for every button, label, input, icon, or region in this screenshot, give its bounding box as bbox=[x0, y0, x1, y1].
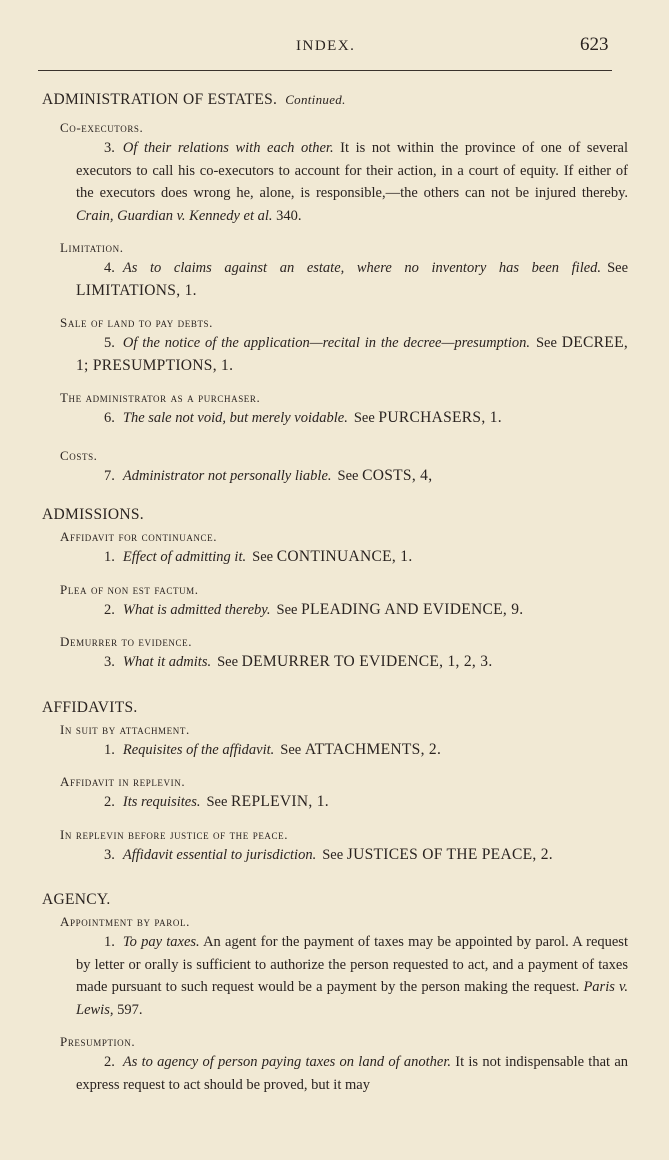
heading-agency: AGENCY. bbox=[42, 891, 111, 908]
entry-replevin: 2. Its requisites. See REPLEVIN, 1. bbox=[104, 793, 329, 810]
sub-sale-of-land: Sale of land to pay debts. bbox=[60, 315, 214, 330]
sub-presumption: Presumption. bbox=[60, 1034, 136, 1049]
heading-administration: ADMINISTRATION OF ESTATES. Continued. bbox=[42, 91, 346, 108]
entry-limitation: 4. As to claims against an estate, where no inventory has been filed. See LIMITATIONS, 1. bbox=[76, 260, 628, 299]
continued-label: Continued. bbox=[285, 92, 346, 107]
entry-purchaser: 6. The sale not void, but merely voidable. See PURCHASERS, 1. bbox=[104, 409, 502, 426]
entry-affidavit-continuance: 1. Effect of admitting it. See CONTINUANCE, 1. bbox=[104, 548, 413, 565]
running-head bbox=[0, 34, 669, 58]
entry-demurrer: 3. What it admits. See DEMURRER TO EVIDENCE, 1, 2, 3. bbox=[104, 653, 493, 670]
entry-presumption: 2. As to agency of person paying taxes on land of another. It is not indispensable that an express request to act should be proved, but it may bbox=[76, 1054, 628, 1093]
running-title: INDEX. bbox=[296, 38, 356, 54]
page-number: 623 bbox=[580, 34, 609, 55]
sub-costs: Costs. bbox=[60, 447, 98, 463]
sub-replevin: Affidavit in replevin. bbox=[60, 774, 186, 789]
sub-affidavit-continuance: Affidavit for continuance. bbox=[60, 529, 218, 544]
sub-co-executors: Co-executors. bbox=[60, 120, 144, 135]
sub-demurrer: Demurrer to evidence. bbox=[60, 634, 193, 649]
entry-plea: 2. What is admitted thereby. See PLEADING AND EVIDENCE, 9. bbox=[104, 600, 524, 618]
entry-co-executors: 3. Of their relations with each other. It is not within the province of one of several executors to call his co-executors to account for their action, in a court of equity. If either of the executors does wrong he, alone, is responsible,—the others can not be injured thereby. Crain, Guardian v. Kennedy et al. 340. bbox=[76, 140, 628, 224]
sub-limitation: Limitation. bbox=[60, 240, 124, 255]
index-content bbox=[42, 88, 628, 1096]
sub-plea: Plea of non est factum. bbox=[60, 581, 199, 597]
entry-parol: 1. To pay taxes. An agent for the payment of taxes may be appointed by parol. A request by letter or orally is sufficient to authorize the person requested to act, and a payment of taxes made pursuant to such request would be a payment by the person making the request. Paris v. Lewis, 597. bbox=[76, 934, 629, 1018]
entry-sale-of-land: 5. Of the notice of the application—recital in the decree—presumption. See DECREE, 1; PRESUMPTIONS, 1. bbox=[76, 334, 629, 374]
sub-attachment: In suit by attachment. bbox=[60, 721, 190, 737]
sub-parol: Appointment by parol. bbox=[60, 914, 190, 929]
header-rule bbox=[38, 70, 612, 71]
entry-justice: 3. Affidavit essential to jurisdiction. See JUSTICES OF THE PEACE, 2. bbox=[104, 845, 553, 863]
heading-admissions: ADMISSIONS. bbox=[42, 506, 144, 523]
heading-affidavits: AFFIDAVITS. bbox=[42, 698, 138, 716]
entry-attachment: 1. Requisites of the affidavit. See ATTACHMENTS, 2. bbox=[104, 740, 442, 758]
entry-costs: 7. Administrator not personally liable. See COSTS, 4, bbox=[104, 466, 433, 484]
sub-purchaser: The administrator as a purchaser. bbox=[60, 390, 261, 405]
sub-justice: In replevin before justice of the peace. bbox=[60, 826, 289, 842]
